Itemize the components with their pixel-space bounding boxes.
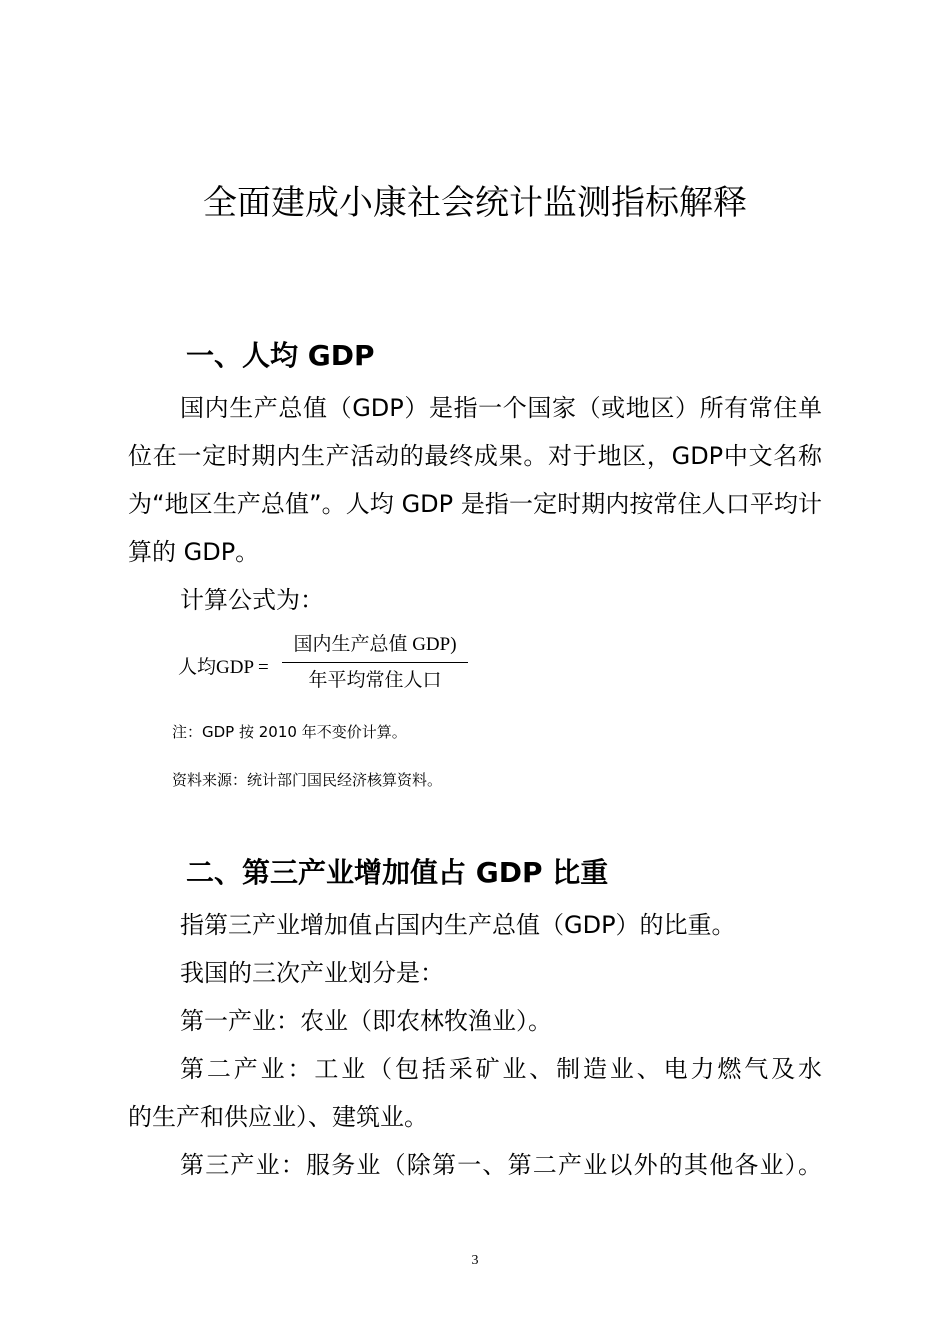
tertiary-share-definition: 指第三产业增加值占国内生产总值（GDP）的比重。 — [180, 911, 736, 939]
tertiary-industry-line: 第三产业：服务业（除第一、第二产业以外的其他各业）。 — [180, 1151, 822, 1179]
note-text: 注：GDP 按 2010 年不变价计算。 — [172, 723, 407, 741]
section-heading-per-capita-gdp: 一、人均 GDP — [186, 339, 375, 372]
fraction-bar — [282, 662, 468, 663]
primary-industry-line: 第一产业：农业（即农林牧渔业）。 — [180, 1007, 552, 1035]
secondary-industry-continuation: 的生产和供应业）、建筑业。 — [128, 1103, 428, 1131]
formula-denominator: 年平均常住人口 — [308, 670, 442, 691]
formula-lhs: 人均GDP = — [178, 657, 269, 678]
formula-fraction — [282, 630, 468, 695]
document-title: 全面建成小康社会统计监测指标解释 — [203, 183, 747, 223]
formula-numerator: 国内生产总值 GDP) — [293, 634, 457, 655]
gdp-definition-paragraph: 国内生产总值（GDP）是指一个国家（或地区）所有常住单位在一定时期内生产活动的最终成果。对于地区，GDP中文名称为“地区生产总值”。人均 GDP 是指一定时期内按常住人口平均计算的 GDP。 — [128, 394, 822, 566]
source-text: 资料来源：统计部门国民经济核算资料。 — [172, 771, 443, 789]
industry-classification-intro: 我国的三次产业划分是： — [180, 959, 444, 987]
section-heading-tertiary-share: 二、第三产业增加值占 GDP 比重 — [186, 856, 609, 889]
page-number: 3 — [471, 1253, 479, 1268]
secondary-industry-line: 第二产业：工业（包括采矿业、制造业、电力燃气及水 — [180, 1055, 822, 1083]
formula-label: 计算公式为： — [180, 586, 324, 614]
